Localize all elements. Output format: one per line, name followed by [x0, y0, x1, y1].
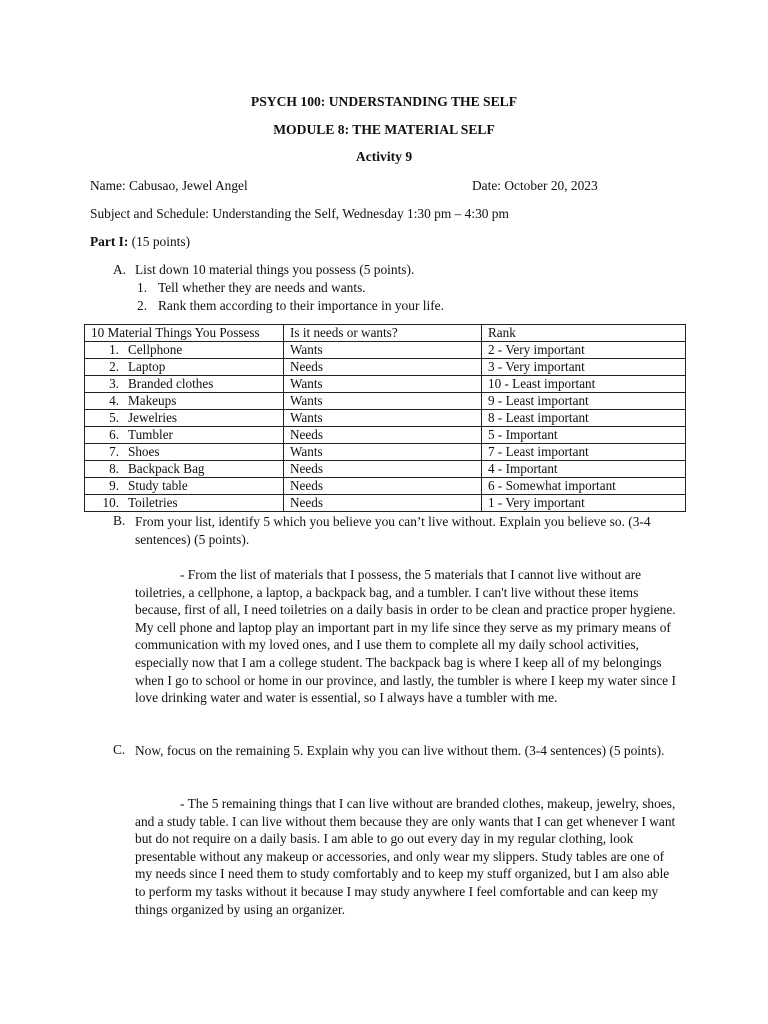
item-name: Branded clothes	[128, 376, 214, 391]
type-cell: Needs	[284, 427, 482, 444]
item-cell	[85, 342, 284, 359]
material-things-table	[84, 324, 686, 512]
item-number: 7.	[109, 444, 119, 459]
section-a-sub1-marker: 1.	[137, 280, 148, 295]
section-b-marker: B.	[113, 513, 126, 528]
item-name: Makeups	[128, 393, 177, 408]
section-a-sub2-marker: 2.	[137, 298, 148, 313]
section-b-question: From your list, identify 5 which you believe you can’t live without. Explain you believe so. (3-4 sentences) (5 points).	[135, 514, 651, 547]
item-number: 5.	[109, 410, 119, 425]
type-cell: Needs	[284, 461, 482, 478]
table-row	[85, 444, 686, 461]
rank-cell: 7 - Least important	[482, 444, 686, 461]
section-a-sub1-text: Tell whether they are needs and wants.	[158, 280, 366, 295]
item-number: 2.	[109, 359, 119, 374]
table-row	[85, 342, 686, 359]
subject-schedule: Subject and Schedule: Understanding the Self, Wednesday 1:30 pm – 4:30 pm	[90, 206, 509, 221]
header-needs-wants: Is it needs or wants?	[284, 325, 482, 342]
section-a-sub2-text: Rank them according to their importance in your life.	[158, 298, 444, 313]
type-cell: Needs	[284, 359, 482, 376]
item-name: Tumbler	[128, 427, 173, 442]
section-a-text: List down 10 material things you possess (5 points).	[135, 262, 415, 277]
item-name: Laptop	[128, 359, 166, 374]
table-row	[85, 495, 686, 512]
header-rank: Rank	[482, 325, 686, 342]
rank-cell: 6 - Somewhat important	[482, 478, 686, 495]
item-number: 9.	[109, 478, 119, 493]
rank-cell: 10 - Least important	[482, 376, 686, 393]
item-name: Cellphone	[128, 342, 183, 357]
type-cell: Wants	[284, 342, 482, 359]
part-one-label: Part I:	[90, 234, 129, 249]
table-row	[85, 410, 686, 427]
table-row	[85, 393, 686, 410]
header-things: 10 Material Things You Possess	[85, 325, 284, 342]
rank-cell: 9 - Least important	[482, 393, 686, 410]
part-one-heading	[90, 234, 190, 250]
item-cell	[85, 495, 284, 512]
item-number: 4.	[109, 393, 119, 408]
table-row	[85, 427, 686, 444]
type-cell: Needs	[284, 495, 482, 512]
part-one-points: (15 points)	[131, 234, 191, 249]
item-cell	[85, 427, 284, 444]
item-cell	[85, 444, 284, 461]
item-cell	[85, 393, 284, 410]
rank-cell: 3 - Very important	[482, 359, 686, 376]
module-title: MODULE 8: THE MATERIAL SELF	[273, 122, 495, 137]
item-number: 3.	[109, 376, 119, 391]
item-name: Toiletries	[128, 495, 178, 510]
section-a-marker: A.	[113, 262, 127, 277]
section-b-answer: - From the list of materials that I possess, the 5 materials that I cannot live without are toiletries, a cellphone, a laptop, a backpack bag, and a tumbler. I can't live without these items because, first of all, I need toiletries on a daily basis in order to be clean and practice proper hygiene. My cell phone and laptop play an important part in my life since they serve as my primary means of communication with my loved ones, and I use them to complete all my daily school activities, especially now that I am a college student. The backpack bag is where I keep all of my belongings when I go to school or home in our province, and lastly, the tumbler is where I keep my water since I love drinking water and water is essential, so I always have a tumbler with me.	[135, 567, 676, 706]
section-c-question: Now, focus on the remaining 5. Explain why you can live without them. (3-4 sentences) (5 points).	[135, 743, 665, 758]
type-cell: Needs	[284, 478, 482, 495]
item-cell	[85, 376, 284, 393]
item-number: 8.	[109, 461, 119, 476]
course-title: PSYCH 100: UNDERSTANDING THE SELF	[250, 94, 518, 109]
rank-cell: 5 - Important	[482, 427, 686, 444]
rank-cell: 2 - Very important	[482, 342, 686, 359]
item-cell	[85, 359, 284, 376]
table-row	[85, 359, 686, 376]
item-cell	[85, 478, 284, 495]
item-name: Shoes	[128, 444, 160, 459]
submission-date: Date: October 20, 2023	[472, 178, 598, 193]
type-cell: Wants	[284, 410, 482, 427]
rank-cell: 8 - Least important	[482, 410, 686, 427]
section-c-marker: C.	[113, 742, 126, 757]
rank-cell: 1 - Very important	[482, 495, 686, 512]
type-cell: Wants	[284, 376, 482, 393]
item-number: 10.	[102, 495, 119, 510]
item-cell	[85, 410, 284, 427]
table-row	[85, 478, 686, 495]
type-cell: Wants	[284, 393, 482, 410]
item-name: Jewelries	[128, 410, 178, 425]
table-row	[85, 376, 686, 393]
section-c-answer: - The 5 remaining things that I can live without are branded clothes, makeup, jewelry, shoes, and a study table. I can live without them because they are only wants that I can get whenever I want but do not require on a daily basis. I am able to go out every day in my regular clothing, look presentable without any makeup or accessories, and only wear my slippers. Study tables are one of my needs since I need them to study comfortably and to keep my stuff organized, but I am also able to perform my tasks without it because I may study anywhere I feel comfortable and can keep my things organized by using an organizer.	[135, 796, 676, 917]
student-name: Name: Cabusao, Jewel Angel	[90, 178, 248, 193]
type-cell: Wants	[284, 444, 482, 461]
activity-title: Activity 9	[355, 149, 413, 164]
table-row	[85, 461, 686, 478]
item-number: 6.	[109, 427, 119, 442]
item-name: Backpack Bag	[128, 461, 205, 476]
table-header-row	[85, 325, 686, 342]
item-name: Study table	[128, 478, 188, 493]
item-number: 1.	[109, 342, 119, 357]
rank-cell: 4 - Important	[482, 461, 686, 478]
item-cell	[85, 461, 284, 478]
